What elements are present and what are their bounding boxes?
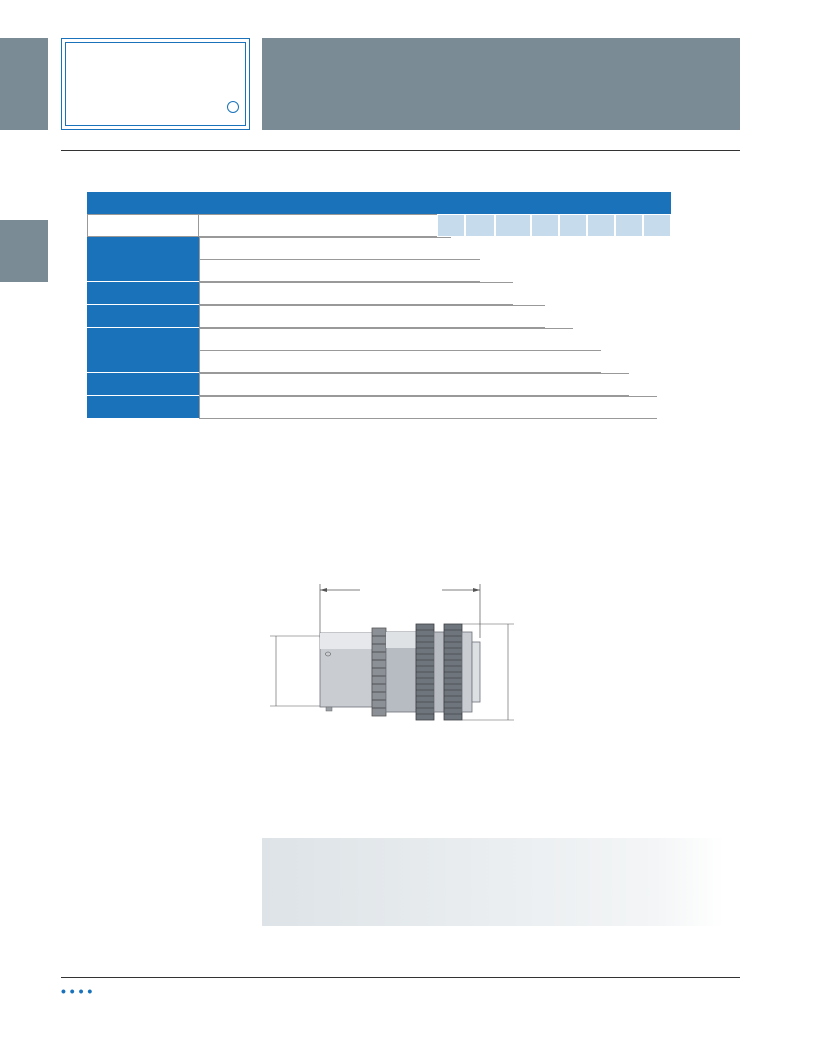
connector-adapter-drawing bbox=[262, 578, 532, 728]
separator-dot: • bbox=[69, 983, 75, 999]
logo-frame bbox=[65, 42, 246, 126]
how-to-order-heading bbox=[87, 192, 671, 214]
order-row-label bbox=[87, 396, 199, 419]
order-code-cell bbox=[559, 214, 587, 237]
order-code-cell bbox=[531, 214, 559, 237]
notes-box bbox=[262, 838, 724, 926]
order-row-label bbox=[87, 282, 199, 305]
section-letter-tab bbox=[0, 220, 48, 282]
ribbed-collar bbox=[372, 628, 386, 716]
order-row bbox=[87, 305, 671, 328]
sample-part-label bbox=[87, 214, 199, 237]
sample-part-row bbox=[87, 214, 671, 237]
order-code-cell bbox=[587, 214, 615, 237]
header-rule bbox=[61, 150, 740, 151]
order-row-label bbox=[87, 328, 199, 351]
order-row-value bbox=[199, 259, 480, 282]
address-line bbox=[61, 983, 740, 999]
footer-rule bbox=[61, 977, 740, 978]
order-row-value bbox=[199, 282, 513, 305]
order-row bbox=[87, 350, 671, 373]
dimension-arrow-right bbox=[473, 588, 480, 592]
plug-face bbox=[472, 642, 480, 702]
dimension-label-bg bbox=[360, 584, 442, 596]
side-tab-label bbox=[11, 44, 25, 124]
order-row bbox=[87, 373, 671, 396]
order-row-label bbox=[87, 259, 199, 282]
order-row bbox=[87, 282, 671, 305]
dimension-arrow-left bbox=[320, 588, 327, 592]
receptacle-tab bbox=[326, 707, 332, 711]
order-code-cell bbox=[465, 214, 495, 237]
order-code-cell bbox=[643, 214, 671, 237]
separator-dot: • bbox=[61, 983, 66, 999]
glenair-logo bbox=[61, 38, 250, 130]
order-row-label bbox=[87, 350, 199, 373]
order-row-value bbox=[199, 305, 545, 328]
order-row bbox=[87, 237, 671, 260]
order-code-cell bbox=[615, 214, 643, 237]
separator-dot: • bbox=[78, 983, 84, 999]
order-row-value bbox=[199, 396, 657, 419]
receptacle-highlight bbox=[320, 633, 372, 649]
order-row-value bbox=[199, 328, 573, 351]
order-row-value bbox=[199, 350, 601, 373]
order-row bbox=[87, 328, 671, 351]
registered-mark bbox=[227, 101, 239, 113]
separator-dot: • bbox=[87, 983, 93, 999]
order-row-label bbox=[87, 237, 199, 260]
order-code-cell bbox=[495, 214, 531, 237]
order-row-value bbox=[199, 237, 451, 260]
order-row-value bbox=[199, 373, 629, 396]
coupling-spacer bbox=[434, 632, 444, 712]
order-row bbox=[87, 259, 671, 282]
adapter-highlight bbox=[386, 632, 416, 648]
header-bar bbox=[262, 38, 740, 130]
order-code-cell bbox=[437, 214, 465, 237]
order-row-label bbox=[87, 373, 199, 396]
order-row-label bbox=[87, 305, 199, 328]
order-row bbox=[87, 396, 671, 419]
plug-sleeve bbox=[462, 632, 472, 712]
